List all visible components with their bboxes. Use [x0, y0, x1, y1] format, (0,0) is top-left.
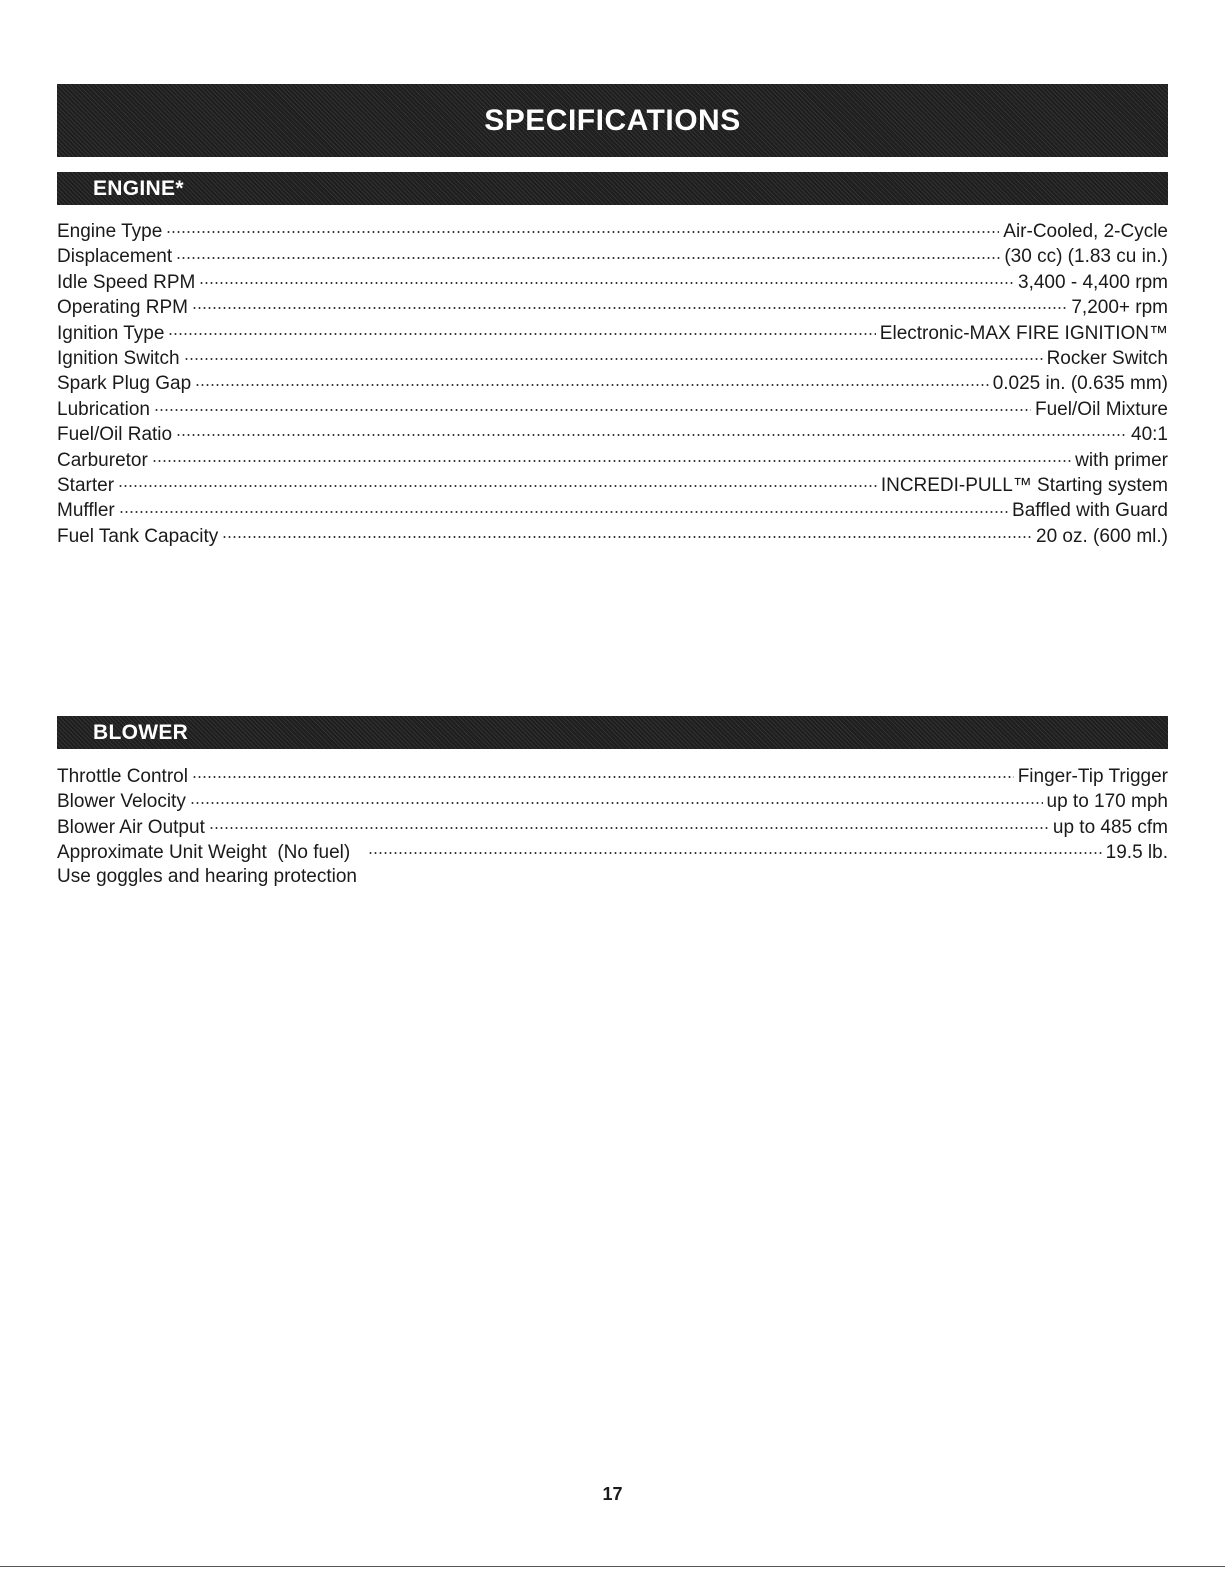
engine-section-banner: [57, 172, 1168, 205]
engine-spec-list: [57, 218, 1168, 548]
spec-label: Fuel/Oil Ratio: [57, 424, 173, 446]
spec-row-spark-plug-gap: [57, 370, 1168, 395]
dot-leader: [118, 472, 877, 491]
spec-value: up to 170 mph: [1046, 791, 1168, 813]
spec-value: 3,400 - 4,400 rpm: [1018, 271, 1168, 293]
spec-value: 7,200+ rpm: [1071, 297, 1168, 319]
spec-value: Electronic-MAX FIRE IGNITION™: [879, 322, 1168, 344]
dot-leader: [209, 814, 1049, 833]
bottom-divider: [0, 1566, 1225, 1567]
spec-value: Baffled with Guard: [1012, 500, 1168, 522]
safety-note: Use goggles and hearing protection: [57, 866, 357, 887]
spec-row-unit-weight: [57, 839, 1168, 864]
dot-leader: [176, 243, 1000, 262]
spec-value: Air-Cooled, 2-Cycle: [1003, 221, 1168, 242]
dot-leader: [199, 269, 1014, 288]
spec-label: Throttle Control: [57, 766, 188, 787]
spec-label: Ignition Switch: [57, 347, 180, 369]
spec-label: Carburetor: [57, 449, 148, 471]
spec-value: Fuel/Oil Mixture: [1034, 398, 1168, 420]
spec-row-muffler: [57, 497, 1168, 522]
spec-label: Blower Velocity: [57, 791, 186, 813]
spec-value: Finger-Tip Trigger: [1017, 766, 1168, 787]
spec-row-operating-rpm: [57, 294, 1168, 319]
dot-leader: [166, 218, 999, 237]
spec-value: 20 oz. (600 ml.): [1036, 525, 1168, 547]
spec-row-ignition-type: [57, 320, 1168, 345]
page-number: 17: [602, 1484, 623, 1504]
blower-spec-list: [57, 763, 1168, 865]
spec-label: Spark Plug Gap: [57, 373, 192, 395]
dot-leader: [154, 396, 1031, 415]
page-title: SPECIFICATIONS: [484, 103, 741, 137]
spec-row-lubrication: [57, 396, 1168, 421]
spec-value: INCREDI-PULL™ Starting system: [880, 474, 1168, 496]
spec-row-idle-speed: [57, 269, 1168, 294]
spec-label: Starter: [57, 474, 115, 496]
spec-label: Idle Speed RPM: [57, 271, 196, 293]
dot-leader: [168, 320, 875, 339]
dot-leader: [192, 763, 1014, 782]
spec-value: up to 485 cfm: [1052, 816, 1168, 838]
engine-section-title: ENGINE*: [93, 176, 184, 200]
spec-row-ignition-switch: [57, 345, 1168, 370]
spec-row-engine-type: [57, 218, 1168, 243]
specifications-banner: [57, 84, 1168, 157]
spec-value: (30 cc) (1.83 cu in.): [1004, 246, 1168, 268]
spec-row-displacement: [57, 243, 1168, 268]
spec-row-fuel-oil-ratio: [57, 421, 1168, 446]
spec-label: Fuel Tank Capacity: [57, 525, 219, 547]
dot-leader: [176, 421, 1127, 440]
spec-value: 40:1: [1131, 424, 1168, 446]
dot-leader: [152, 447, 1071, 466]
spec-label: Muffler: [57, 500, 115, 522]
spec-label: Lubrication: [57, 398, 150, 420]
dot-leader: [222, 523, 1032, 542]
spec-row-throttle-control: [57, 763, 1168, 788]
spec-label: Ignition Type: [57, 322, 165, 344]
spec-value: 19.5 lb.: [1105, 842, 1168, 864]
spec-row-blower-velocity: [57, 788, 1168, 813]
dot-leader: [190, 788, 1043, 807]
spec-label: Approximate Unit Weight (No fuel): [57, 842, 351, 864]
spec-value: 0.025 in. (0.635 mm): [992, 373, 1168, 395]
spec-value: Rocker Switch: [1046, 347, 1168, 369]
dot-leader: [119, 497, 1008, 516]
blower-section-title: BLOWER: [93, 720, 189, 744]
dot-leader: [195, 370, 989, 389]
spec-row-starter: [57, 472, 1168, 497]
spec-label: Displacement: [57, 246, 173, 268]
spec-row-fuel-tank-capacity: [57, 523, 1168, 548]
blower-section-banner: [57, 716, 1168, 749]
spec-row-blower-air-output: [57, 814, 1168, 839]
spec-row-carburetor: [57, 447, 1168, 472]
dot-leader: [192, 294, 1067, 313]
spec-label: Engine Type: [57, 221, 163, 242]
spec-label: Operating RPM: [57, 297, 188, 319]
spec-label: Blower Air Output: [57, 816, 205, 838]
dot-leader: [368, 839, 1101, 858]
dot-leader: [184, 345, 1043, 364]
spec-value: with primer: [1075, 449, 1168, 471]
